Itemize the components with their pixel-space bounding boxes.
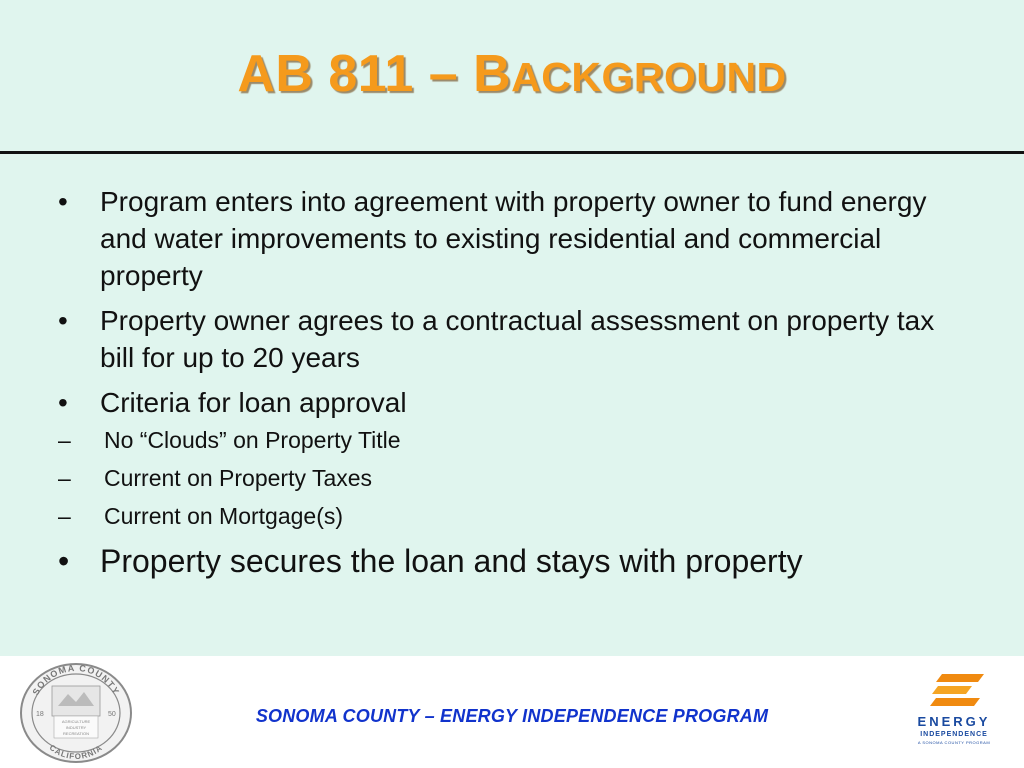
slide-title-main: AB 811 – B <box>237 45 512 103</box>
bullet-list <box>58 183 958 589</box>
footer-program-title: SONOMA COUNTY – ENERGY INDEPENDENCE PROGRAM <box>255 706 769 726</box>
sub-bullet-marker: – <box>58 427 71 453</box>
seal-motto-line: RECREATION <box>63 731 89 736</box>
sub-bullet-text: Current on Property Taxes <box>104 465 373 491</box>
sub-bullet-list <box>58 421 958 535</box>
sonoma-county-seal-logo <box>18 662 134 764</box>
bullet-item <box>58 302 958 376</box>
logo-tagline: A SONOMA COUNTY PROGRAM <box>917 740 991 745</box>
bullet-marker: • <box>58 305 68 336</box>
bullet-text: Property owner agrees to a contractual assessment on property tax bill for up to 20 years <box>100 305 935 373</box>
bullet-item <box>58 384 958 535</box>
bullet-item <box>58 183 958 294</box>
slide-title-smallcaps: ACKGROUND <box>511 54 787 100</box>
sub-bullet-item <box>58 421 958 459</box>
seal-top-text: SONOMA COUNTY <box>30 662 122 697</box>
bullet-text: Program enters into agreement with property owner to fund energy and water improvements to existing residential and commercial property <box>100 186 927 291</box>
seal-year-right: 50 <box>108 711 116 718</box>
bullet-marker: • <box>58 387 68 418</box>
sub-bullet-text: No “Clouds” on Property Title <box>104 427 401 453</box>
sub-bullet-item <box>58 459 958 497</box>
sub-bullet-marker: – <box>58 503 71 529</box>
sub-bullet-marker: – <box>58 465 71 491</box>
title-divider <box>0 151 1024 154</box>
bullet-item <box>58 541 958 581</box>
seal-motto-line: AGRICULTURE <box>61 719 91 724</box>
seal-year-left: 18 <box>36 711 44 718</box>
logo-word-energy: ENERGY <box>917 714 991 729</box>
bullet-marker: • <box>58 186 68 217</box>
sub-bullet-text: Current on Mortgage(s) <box>104 503 344 529</box>
energy-independence-logo <box>906 670 1002 750</box>
bullet-marker: • <box>58 543 70 579</box>
logo-word-independence: INDEPENDENCE <box>920 731 988 738</box>
slide-title <box>0 45 1024 103</box>
seal-motto-line: INDUSTRY <box>65 725 87 730</box>
bullet-text: Criteria for loan approval <box>100 387 407 418</box>
sub-bullet-item <box>58 497 958 535</box>
bullet-text: Property secures the loan and stays with property <box>100 543 803 579</box>
seal-bottom-text: CALIFORNIA <box>47 743 105 762</box>
